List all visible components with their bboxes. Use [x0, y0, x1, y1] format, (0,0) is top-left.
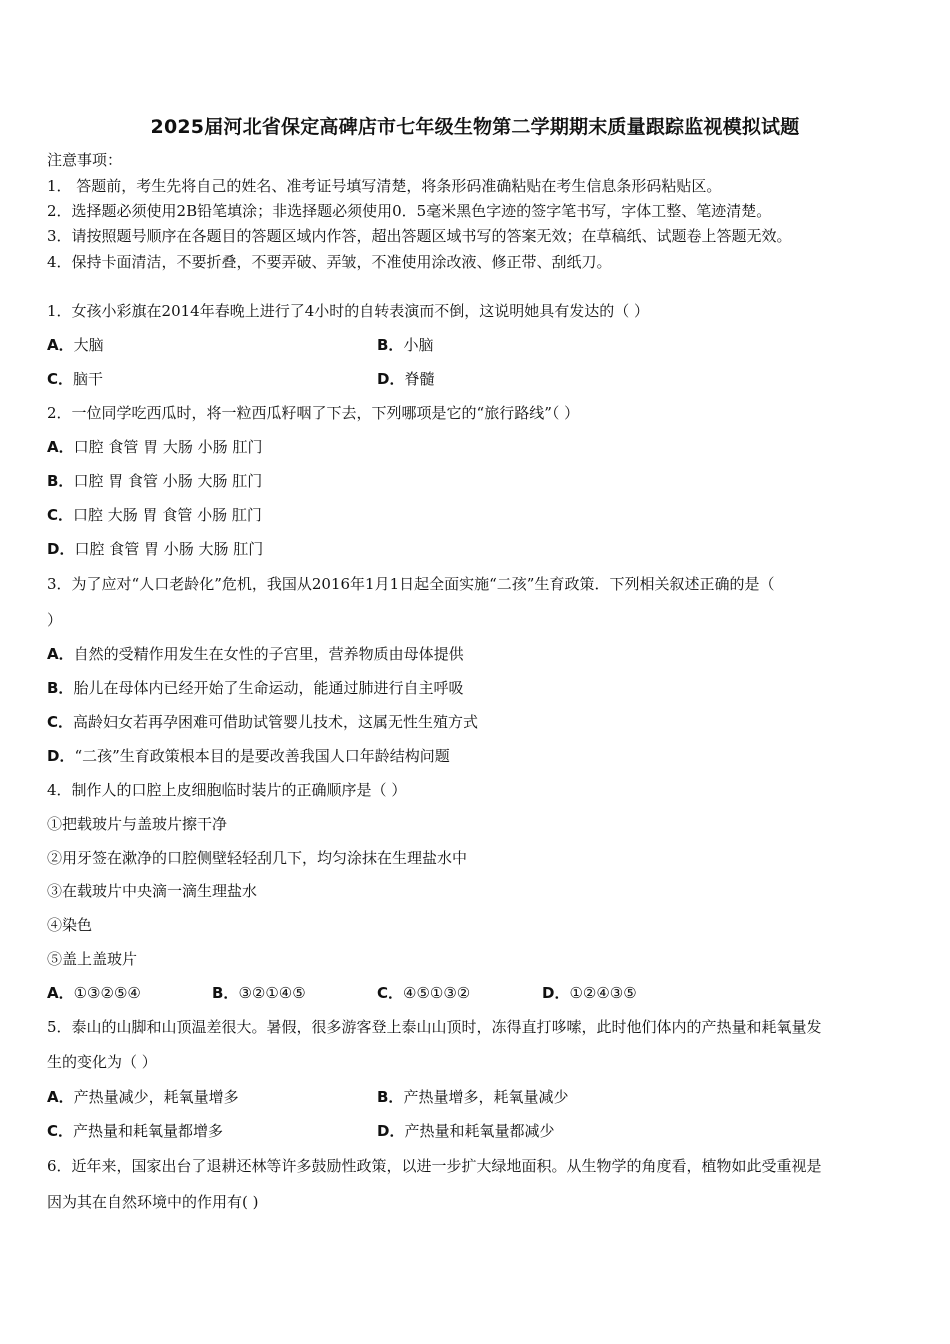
question-3-option-a: [47, 644, 464, 664]
option-label: D．: [377, 370, 405, 388]
option-text: ①②④③⑤: [569, 984, 637, 1002]
question-4-option-d: [542, 983, 637, 1003]
option-text: 自然的受精作用发生在女性的子宫里，营养物质由母体提供: [73, 645, 464, 663]
exam-title: 2025届河北省保定高碑店市七年级生物第二学期期末质量跟踪监视模拟试题: [150, 116, 800, 138]
question-4-option-b: [212, 983, 306, 1003]
question-5-stem-cont: 生的变化为（ ）: [47, 1053, 157, 1071]
question-5-stem: 5．泰山的山脚和山顶温差很大。暑假，很多游客登上泰山山顶时，冻得直打哆嗦，此时他们体内的产热量和耗氧量发: [47, 1018, 822, 1036]
question-2-option-d: [47, 539, 263, 559]
option-text: ③②①④⑤: [238, 984, 306, 1002]
option-label: B．: [212, 984, 239, 1002]
question-2-stem: 2．一位同学吃西瓜时，将一粒西瓜籽咽了下去，下列哪项是它的“旅行路线”（ ）: [47, 404, 580, 422]
option-text: 脊髓: [404, 370, 435, 388]
option-text: 口腔 食管 胃 大肠 小肠 肛门: [73, 438, 263, 456]
option-text: 产热量和耗氧量都增多: [73, 1122, 224, 1140]
option-label: C．: [47, 713, 74, 731]
option-label: C．: [377, 984, 404, 1002]
question-3-stem: 3．为了应对“人口老龄化”危机，我国从2016年1月1日起全面实施“二孩”生育政策．下列相关叙述正确的是（: [47, 575, 775, 593]
question-2-option-c: [47, 505, 262, 525]
option-text: 小脑: [403, 336, 434, 354]
option-label: D．: [47, 747, 75, 765]
question-4-step: ⑤盖上盖玻片: [47, 950, 138, 968]
option-label: B．: [377, 1088, 404, 1106]
question-5-option-b: [377, 1087, 568, 1107]
option-label: C．: [47, 506, 74, 524]
question-1-option-d: [377, 369, 434, 389]
question-6-stem-cont: 因为其在自然环境中的作用有( ): [47, 1193, 259, 1211]
question-3-option-d: [47, 746, 450, 766]
option-text: 脑干: [73, 370, 104, 388]
notice-heading: 注意事项：: [47, 151, 123, 169]
question-4-option-a: [47, 983, 141, 1003]
question-3-option-c: [47, 712, 478, 732]
option-text: 大脑: [73, 336, 104, 354]
question-5-option-a: [47, 1087, 239, 1107]
option-text: 高龄妇女若再孕困难可借助试管婴儿技术，这属无性生殖方式: [73, 713, 479, 731]
notice-item: 4．保持卡面清洁，不要折叠，不要弄破、弄皱，不准使用涂改液、修正带、刮纸刀。: [47, 253, 612, 271]
option-label: D．: [377, 1122, 405, 1140]
option-text: 产热量减少，耗氧量增多: [73, 1088, 239, 1106]
question-3-stem-cont: ）: [47, 611, 63, 629]
option-label: D．: [542, 984, 570, 1002]
question-4-step: ①把载玻片与盖玻片擦干净: [47, 815, 228, 833]
option-text: 产热量增多，耗氧量减少: [403, 1088, 569, 1106]
question-4-option-c: [377, 983, 470, 1003]
option-label: C．: [47, 370, 74, 388]
option-text: “二孩”生育政策根本目的是要改善我国人口年龄结构问题: [74, 747, 450, 765]
question-5-option-c: [47, 1121, 223, 1141]
option-label: A．: [47, 984, 74, 1002]
option-text: 口腔 大肠 胃 食管 小肠 肛门: [73, 506, 262, 524]
question-1-option-b: [377, 335, 433, 355]
question-4-stem: 4．制作人的口腔上皮细胞临时装片的正确顺序是（ ）: [47, 781, 407, 799]
option-text: 口腔 食管 胃 小肠 大肠 肛门: [74, 540, 264, 558]
option-label: B．: [47, 472, 74, 490]
question-1-option-a: [47, 335, 104, 355]
notice-item: 2．选择题必须使用2B铅笔填涂；非选择题必须使用0．5毫米黑色字迹的签字笔书写，字体工整、笔迹清楚。: [47, 202, 772, 220]
question-3-option-b: [47, 678, 463, 698]
question-4-step: ②用牙签在漱净的口腔侧壁轻轻刮几下，均匀涂抹在生理盐水中: [47, 849, 468, 867]
option-label: A．: [47, 438, 74, 456]
notice-item: 3．请按照题号顺序在各题目的答题区域内作答，超出答题区域书写的答案无效；在草稿纸、试题卷上答题无效。: [47, 227, 792, 245]
option-label: B．: [47, 679, 74, 697]
option-text: 胎儿在母体内已经开始了生命运动，能通过肺进行自主呼吸: [73, 679, 464, 697]
option-label: C．: [47, 1122, 74, 1140]
option-label: A．: [47, 645, 74, 663]
option-text: 口腔 胃 食管 小肠 大肠 肛门: [73, 472, 263, 490]
option-label: D．: [47, 540, 75, 558]
question-4-step: ④染色: [47, 916, 93, 934]
question-1-stem: 1．女孩小彩旗在2014年春晚上进行了4小时的自转表演而不倒，这说明她具有发达的（ ）: [47, 302, 650, 320]
notice-item: 1． 答题前，考生先将自己的姓名、准考证号填写清楚，将条形码准确粘贴在考生信息条形码粘贴区。: [47, 177, 722, 195]
option-text: 产热量和耗氧量都减少: [404, 1122, 555, 1140]
option-label: A．: [47, 336, 74, 354]
option-text: ①③②⑤④: [73, 984, 141, 1002]
option-label: B．: [377, 336, 404, 354]
question-6-stem: 6．近年来，国家出台了退耕还林等许多鼓励性政策，以进一步扩大绿地面积。从生物学的角度看，植物如此受重视是: [47, 1157, 822, 1175]
question-4-step: ③在载玻片中央滴一滴生理盐水: [47, 882, 258, 900]
question-2-option-a: [47, 437, 262, 457]
option-label: A．: [47, 1088, 74, 1106]
question-1-option-c: [47, 369, 103, 389]
question-5-option-d: [377, 1121, 554, 1141]
question-2-option-b: [47, 471, 262, 491]
option-text: ④⑤①③②: [403, 984, 471, 1002]
